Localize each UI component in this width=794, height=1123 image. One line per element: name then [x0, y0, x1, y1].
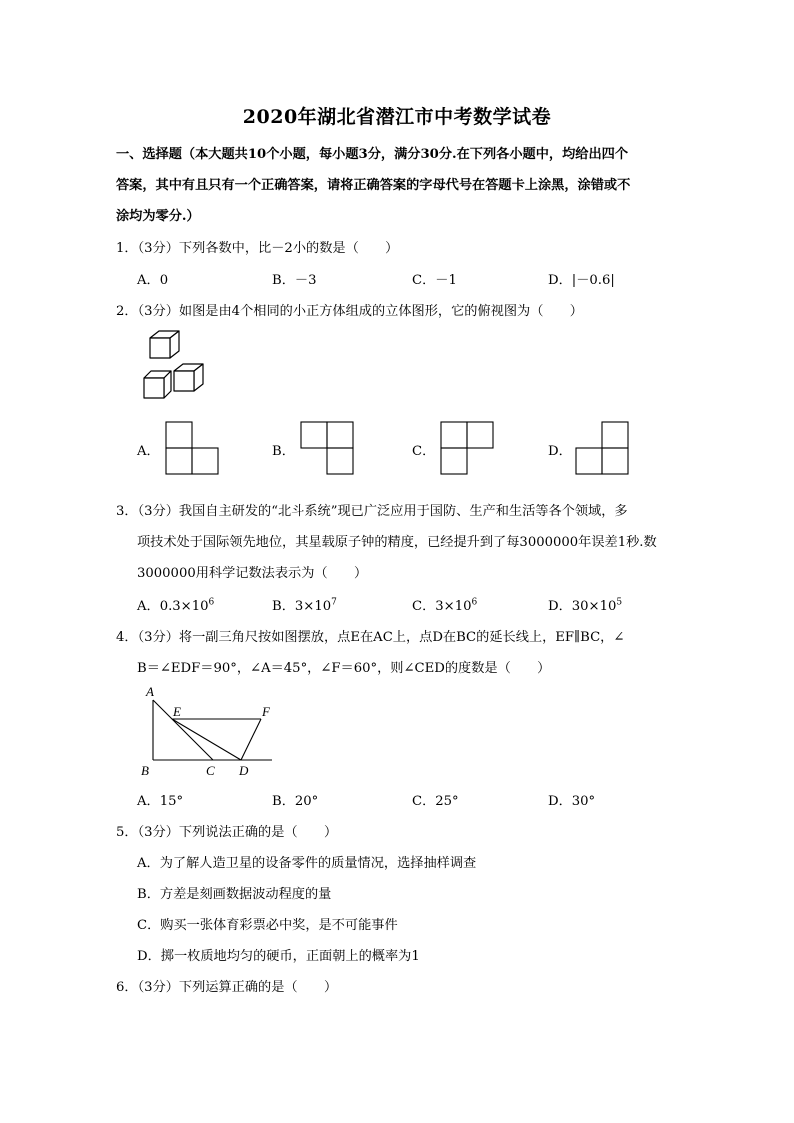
q4-label-d: D: [239, 763, 249, 778]
q3-line-3: 3000000用科学记数法表示为（ ）: [137, 566, 368, 581]
q6-stem: 6．（3分）下列运算正确的是（ ）: [116, 980, 338, 995]
q2-option-c-figure: [439, 420, 497, 478]
q4-triangle-figure: [136, 683, 286, 781]
q1-option-a: A．0: [137, 273, 169, 288]
q4-label-a: A: [146, 684, 154, 699]
q3-option-a: A．$0.3\times 10^6$: [137, 597, 215, 614]
q4-label-b: B: [141, 763, 149, 778]
section-line-2: 答案，其中有且只有一个正确答案，请将正确答案的字母代号在答题卡上涂黑，涂错或不: [116, 178, 631, 193]
q2-cube-figure: [140, 330, 215, 402]
q4-line-1: 4．（3分）将一副三角尺按如图摆放，点E在AC上，点D在BC的延长线上，EF∥BC，∠: [116, 630, 625, 645]
q1-stem: 1．（3分）下列各数中，比－2小的数是（ ）: [116, 241, 399, 256]
q1-option-d: D．|－0.6|: [548, 273, 615, 288]
q5-option-d: D．掷一枚质地均匀的硬币，正面朝上的概率为1: [137, 949, 420, 964]
q4-option-d: D．30°: [548, 794, 596, 809]
q3-option-b: B．$3\times 10^7$: [272, 597, 337, 614]
q2-option-a: A．: [137, 444, 160, 459]
q1-option-c: C．－1: [412, 273, 457, 288]
section-line-1: 一、选择题（本大题共10个小题，每小题3分，满分30分.在下列各小题中，均给出四个: [116, 147, 629, 162]
q3-line-2: 项技术处于国际领先地位，其星载原子钟的精度，已经提升到了每3000000年误差1秒.数: [137, 535, 657, 550]
q4-line-2: B＝∠EDF＝90°，∠A＝45°，∠F＝60°，则∠CED的度数是（ ）: [137, 661, 551, 676]
q2-option-b-figure: [299, 420, 357, 478]
q2-option-a-figure: [164, 420, 222, 478]
section-line-3: 涂均为零分.）: [116, 209, 200, 224]
q4-label-c: C: [206, 763, 215, 778]
q3-option-d: D．$30\times 10^5$: [548, 597, 623, 614]
q2-option-b: B．: [272, 444, 295, 459]
q4-label-f: F: [262, 704, 270, 719]
q2-option-d-figure: [574, 420, 632, 478]
q4-option-b: B．20°: [272, 794, 319, 809]
q2-stem: 2．（3分）如图是由4个相同的小正方体组成的立体图形，它的俯视图为（ ）: [116, 304, 583, 319]
q5-option-b: B．方差是刻画数据波动程度的量: [137, 887, 332, 902]
q4-label-e: E: [173, 704, 181, 719]
q5-option-a: A．为了解人造卫星的设备零件的质量情况，选择抽样调查: [137, 856, 477, 871]
section-instructions: [116, 139, 686, 232]
q1-option-b: B．－3: [272, 273, 317, 288]
page-title: 2020年湖北省潜江市中考数学试卷: [242, 106, 552, 128]
q4-option-a: A．15°: [137, 794, 184, 809]
q5-stem: 5．（3分）下列说法正确的是（ ）: [116, 825, 338, 840]
q2-option-d: D．: [548, 444, 572, 459]
q2-option-c: C．: [412, 444, 436, 459]
q4-option-c: C．25°: [412, 794, 459, 809]
q3-option-c: C．$3\times 10^6$: [412, 597, 478, 614]
q3-line-1: 3．（3分）我国自主研发的“北斗系统”现已广泛应用于国防、生产和生活等各个领域，多: [116, 504, 628, 519]
q5-option-c: C．购买一张体育彩票必中奖，是不可能事件: [137, 918, 398, 933]
